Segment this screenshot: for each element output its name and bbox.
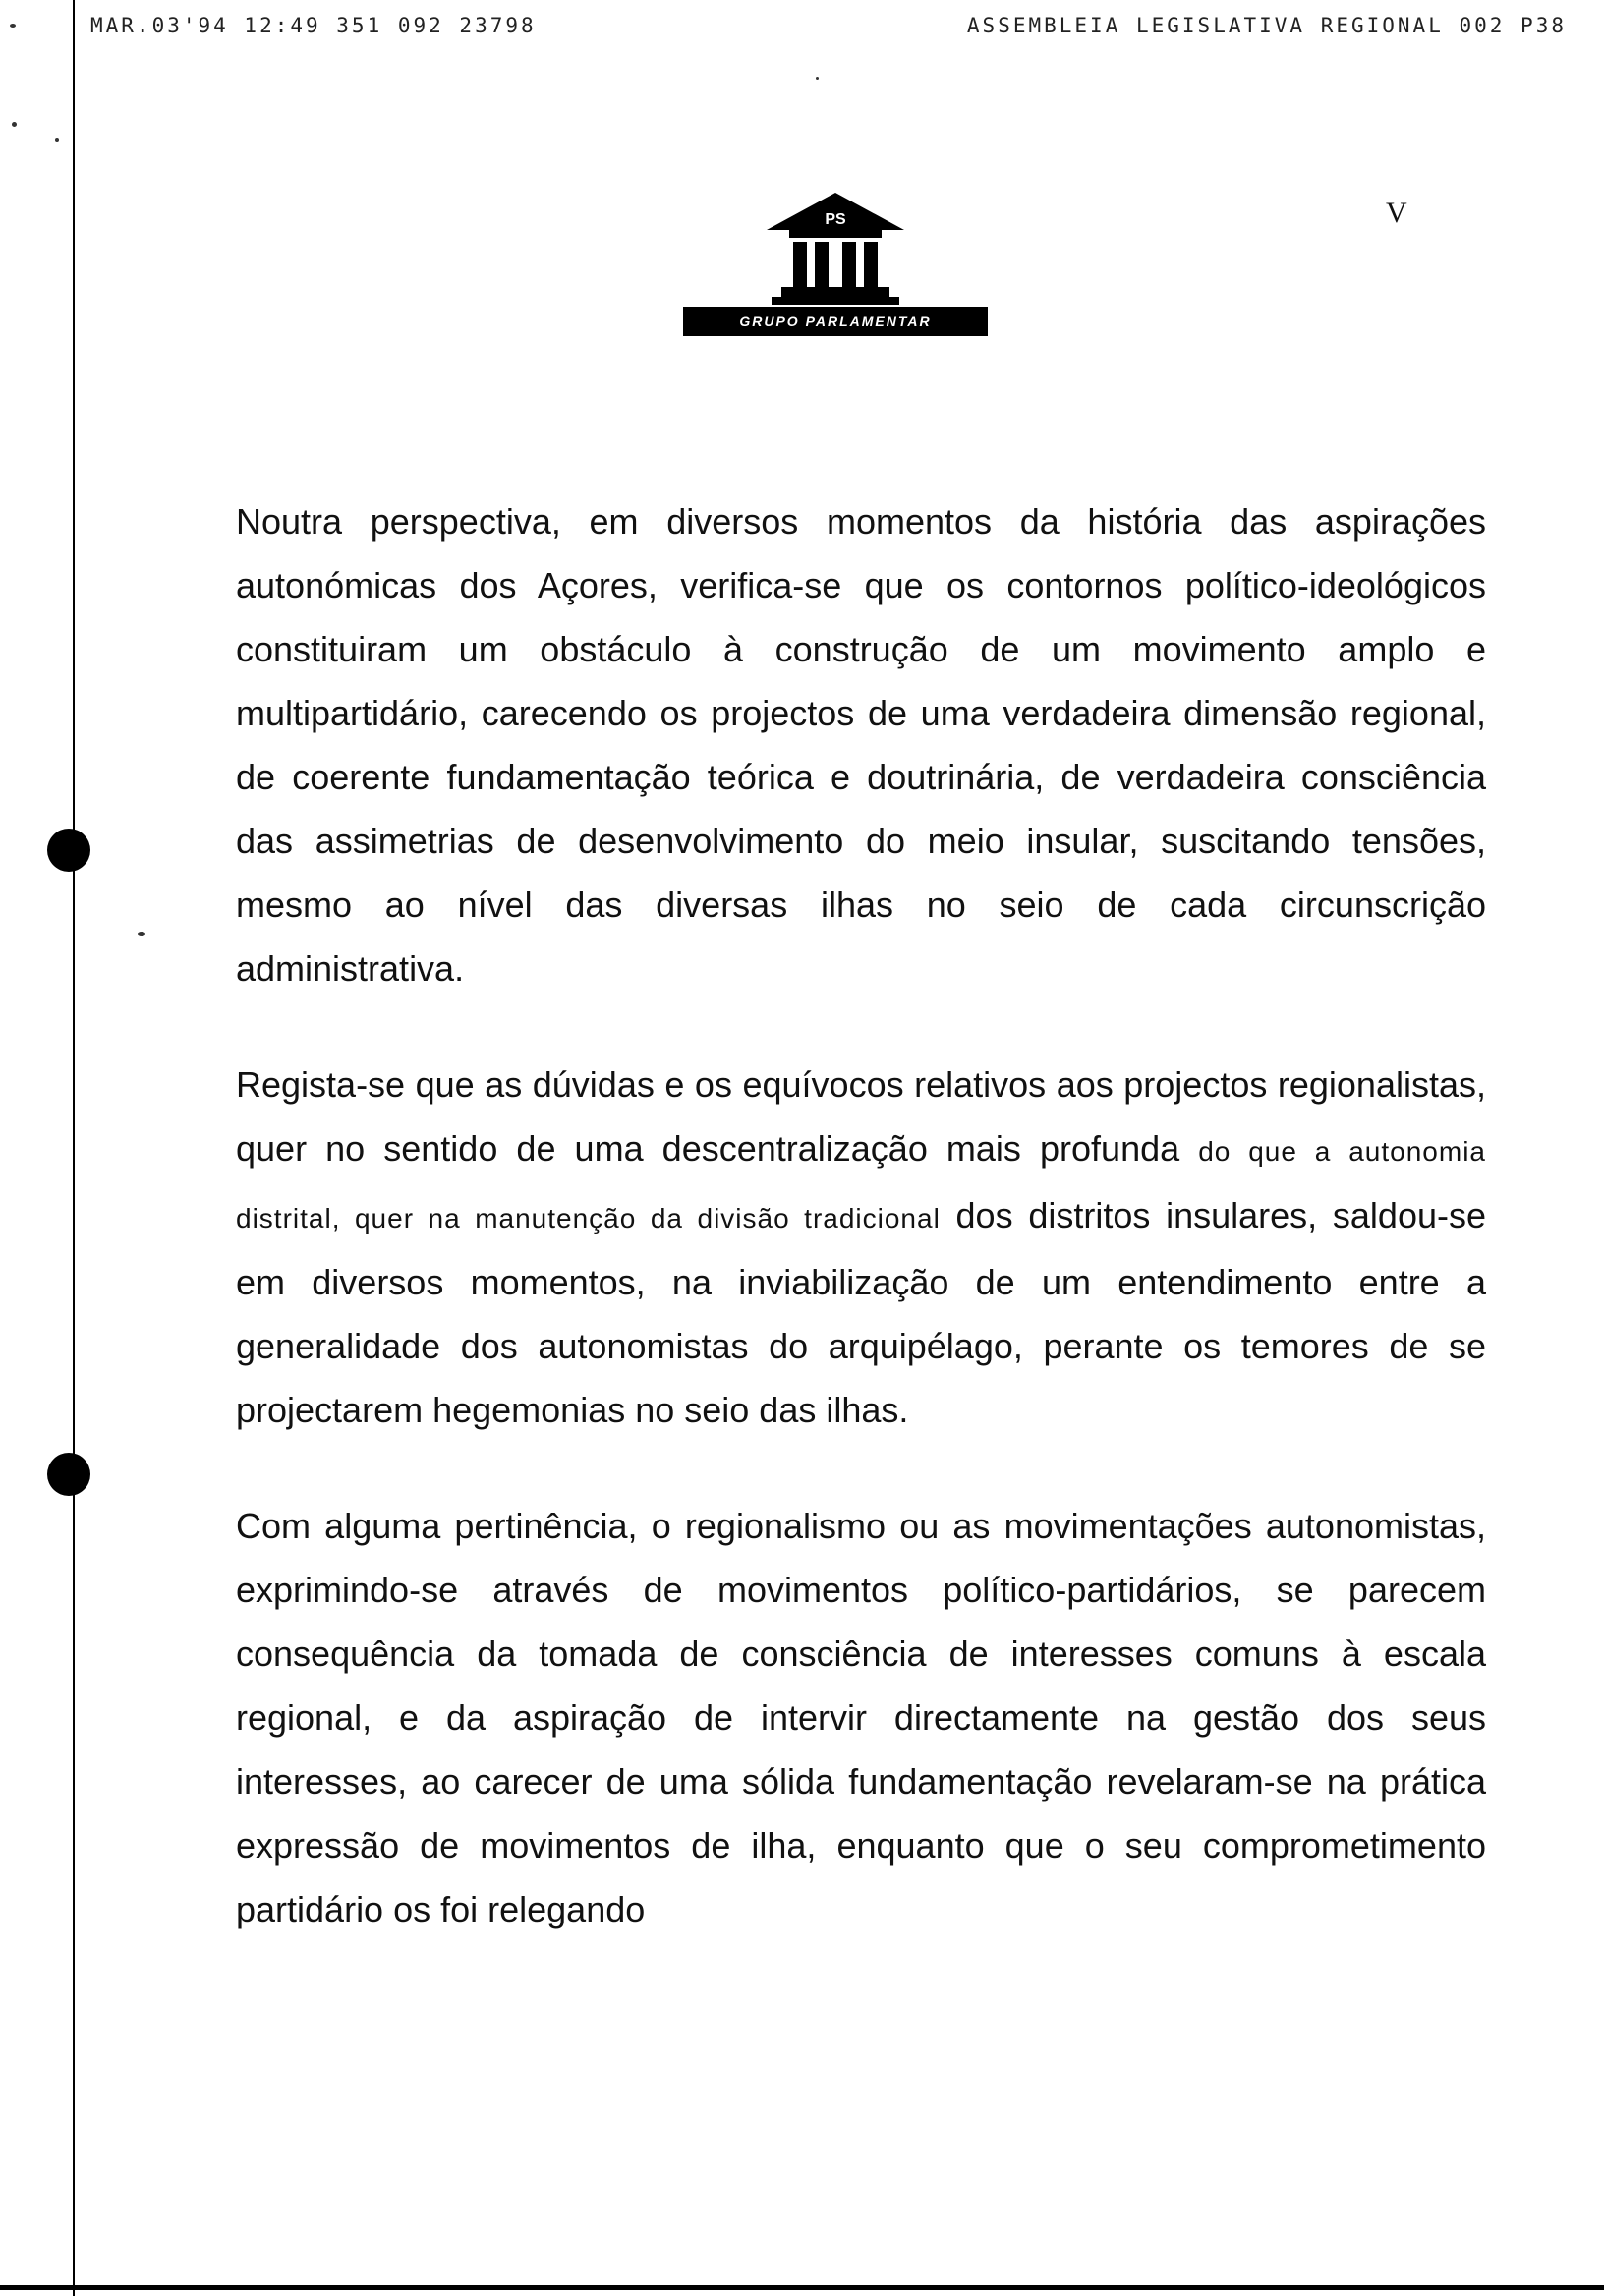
paragraph-1-text: Noutra perspectiva, em diversos momentos da história das aspirações autonómicas dos Açores, verifica-se que os contornos político-ideológicos constituiram um obstáculo à construção de um movimento amplo e multipartidário, carecendo os projectos de uma verdadeira dimensão regional, de coerente fundamentação teórica e doutrinária, de verdadeira consciência das assimetrias de desenvolvimento do meio insular, suscitando tensões, mesmo ao nível das diversas ilhas no seio de cada circunscrição administrativa. — [236, 501, 1486, 989]
binder-hole-lower — [47, 1453, 90, 1496]
scan-speck — [138, 932, 145, 936]
paragraph-2-text-start: Regista-se que as dúvidas e os equívocos relativos aos projectos regionalistas, quer no sentido de uma descentralização mais profunda — [236, 1064, 1486, 1169]
paragraph-3 — [236, 1494, 1486, 1941]
fax-header-date-number: MAR.03'94 12:49 351 092 23798 — [90, 14, 537, 37]
document-body — [236, 489, 1486, 1941]
left-margin-rule — [73, 0, 75, 2296]
paragraph-3-text: Com alguma pertinência, o regionalismo ou as movimentações autonomistas, exprimindo-se através de movimentos político-partidários, se parecem consequência da tomada de consciência de interesses comuns à escala regional, e da aspiração de intervir directamente na gestão dos seus interesses, ao carecer de uma sólida fundamentação revelaram-se na prática expressão de movimentos de ilha, enquanto que o seu comprometimento partidário os foi relegando — [236, 1506, 1486, 1929]
fax-header-sender: ASSEMBLEIA LEGISLATIVA REGIONAL 002 P38 — [966, 14, 1567, 37]
page-mark: V — [1386, 197, 1407, 229]
party-logo — [683, 189, 988, 336]
parliament-building-icon — [683, 189, 988, 307]
paragraph-2-text-end: dos distritos insulares, saldou-se em diversos momentos, na inviabilização de um entendimento entre a generalidade dos autonomistas do arquipélago, perante os temores de se projectarem hegemonias no seio das ilhas. — [236, 1195, 1486, 1430]
paragraph-1 — [236, 489, 1486, 1001]
scan-speck — [10, 24, 16, 28]
paragraph-2 — [236, 1053, 1486, 1442]
scan-speck — [12, 122, 17, 127]
scan-speck — [55, 138, 59, 142]
scan-speck — [816, 77, 819, 80]
logo-initials: PS — [825, 211, 846, 228]
bottom-page-edge — [0, 2285, 1604, 2290]
logo-caption: GRUPO PARLAMENTAR — [683, 307, 988, 336]
paragraph-2-small-line: do que a autonomia distrital, quer na manutenção da divisão tradicional — [236, 1136, 1486, 1234]
binder-hole-upper — [47, 829, 90, 872]
fax-transmission-header — [90, 14, 1567, 53]
